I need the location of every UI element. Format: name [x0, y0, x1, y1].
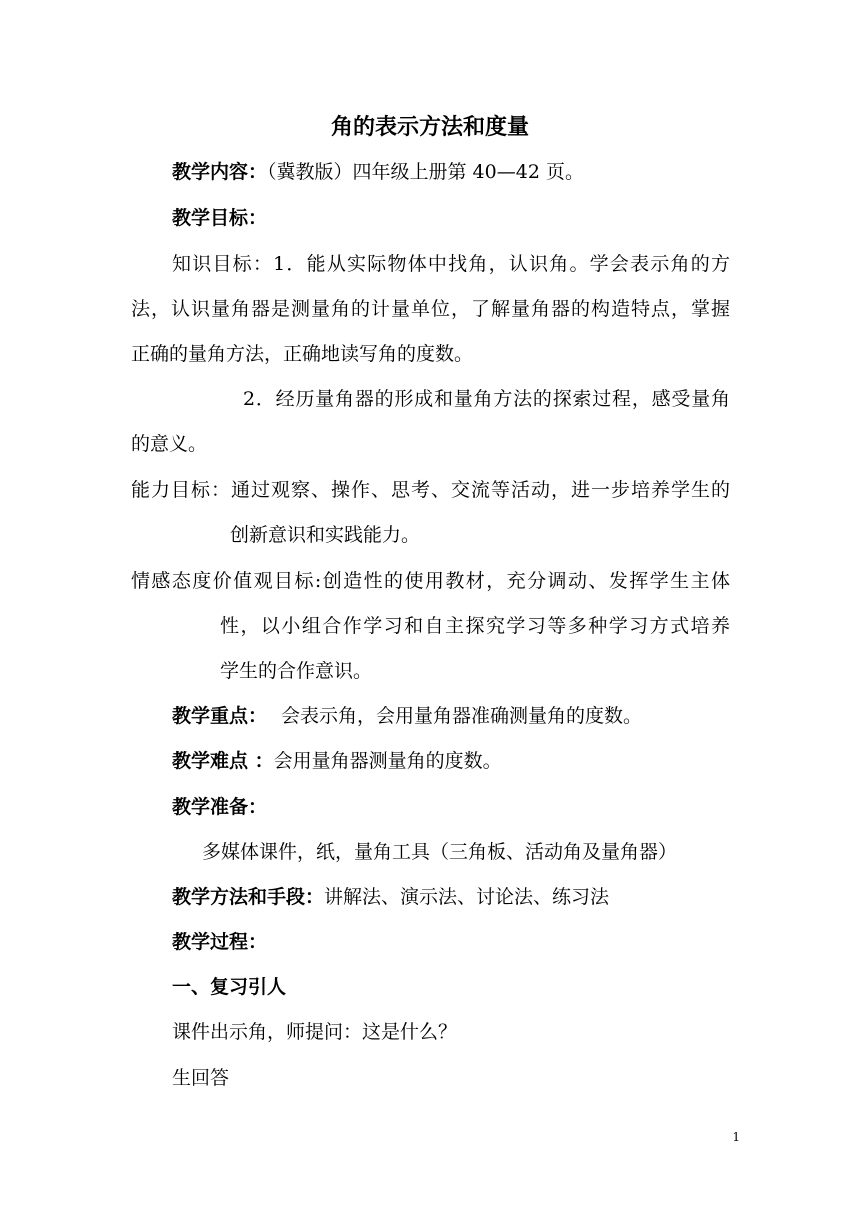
teaching-content-label: 教学内容：	[172, 161, 268, 183]
method-value: 讲解法、演示法、讨论法、练习法	[324, 886, 610, 908]
section-1-heading: 一、复习引人	[172, 976, 287, 998]
key-point-value: 会表示角，会用量角器准确测量角的度数。	[281, 705, 643, 727]
difficulty-value: 会用量角器测量角的度数。	[273, 750, 502, 772]
key-point-label: 教学重点：	[172, 705, 268, 727]
key-point-line	[172, 704, 642, 728]
ability-objective-line-1: 能力目标：通过观察、操作、思考、交流等活动，进一步培养学生的	[131, 479, 730, 501]
teaching-content-line	[172, 160, 584, 184]
teaching-objectives-label: 教学目标：	[172, 207, 268, 229]
knowledge-objective-line-2: 法，认识量角器是测量角的计量单位，了解量角器的构造特点，掌握	[131, 298, 730, 320]
knowledge-objective2-line-2: 的意义。	[131, 433, 208, 455]
ability-objective-line-2: 创新意识和实践能力。	[230, 524, 421, 546]
page-number: 1	[732, 1130, 740, 1144]
knowledge-objective-line-3: 正确的量角方法，正确地读写角的度数。	[131, 343, 474, 365]
method-label: 教学方法和手段：	[172, 886, 325, 908]
document-title: 角的表示方法和度量	[330, 115, 529, 140]
method-line	[172, 885, 609, 909]
emotion-objective-line-2: 性，以小组合作学习和自主探究学习等多种学习方式培养	[220, 615, 730, 637]
preparation-value: 多媒体课件，纸，量角工具（三角板、活动角及量角器）	[202, 841, 678, 863]
knowledge-objective-line-1: 知识目标：1．能从实际物体中找角，认识角。学会表示角的方	[172, 253, 730, 275]
section-1-line-1: 课件出示角，师提问：这是什么？	[172, 1021, 458, 1043]
section-1-line-2: 生回答	[172, 1067, 230, 1089]
teaching-content-value: （冀教版）四年级上册第 40—42 页。	[267, 161, 584, 183]
preparation-label: 教学准备：	[172, 796, 268, 818]
emotion-objective-line-3: 学生的合作意识。	[220, 660, 373, 682]
difficulty-label: 教学难点 ：	[172, 750, 274, 772]
difficulty-line	[172, 749, 502, 773]
knowledge-objective2-line-1: 2．经历量角器的形成和量角方法的探索过程，感受量角	[243, 388, 730, 410]
emotion-objective-line-1: 情感态度价值观目标:创造性的使用教材，充分调动、发挥学生主体	[131, 570, 730, 592]
process-label: 教学过程：	[172, 931, 268, 953]
